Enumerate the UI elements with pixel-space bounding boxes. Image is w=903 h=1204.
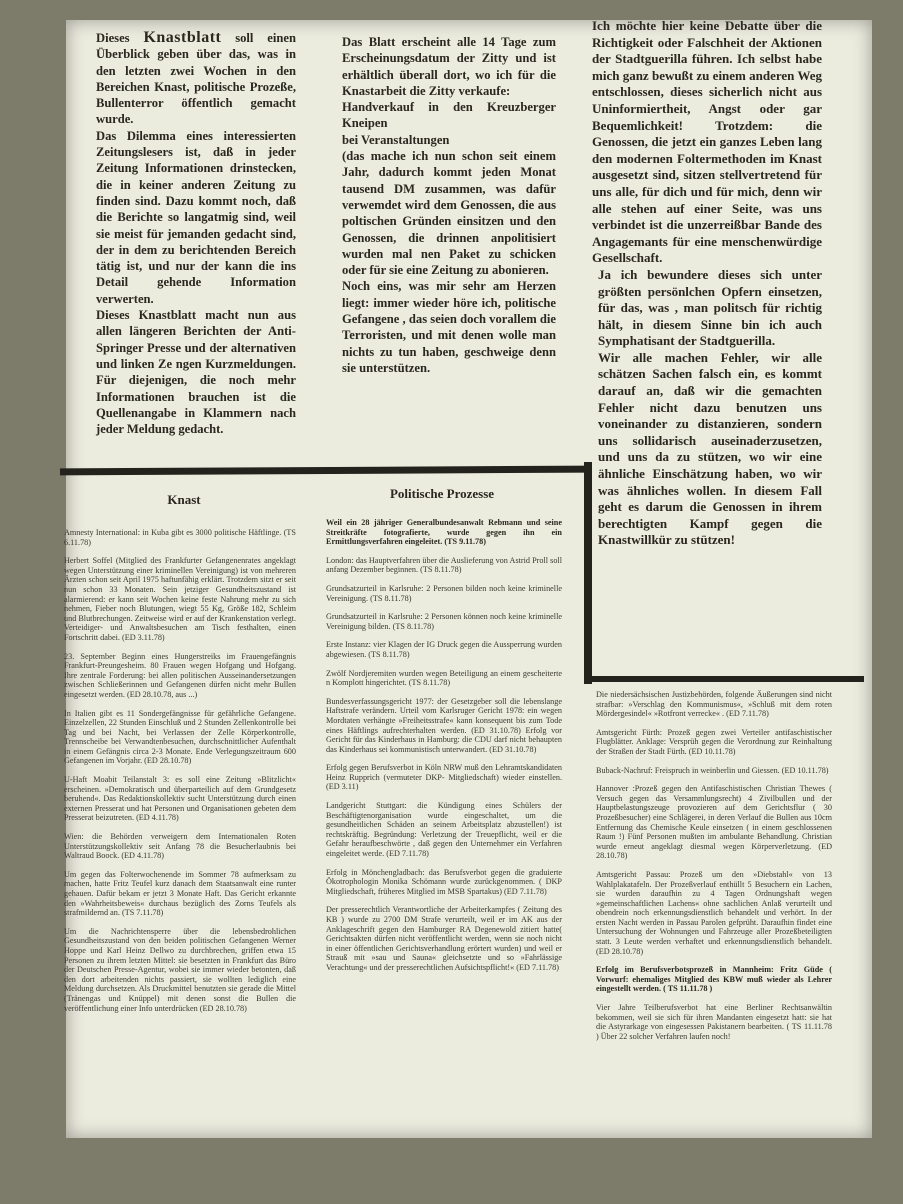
prozesse-item: London: das Hauptverfahren über die Auslieferung von Astrid Proll soll anfang Dezember beginnen. (TS 8.11.78) [326, 555, 562, 575]
intro-paragraph-3: Dieses Knastblatt macht nun aus allen längeren Berichten der Anti-Springer Presse und der alternativen und linken Ze ngen Kurzmeldungen. Für diejenigen, die noch mehr Informationen brauchen ist die Quellenangabe in Klammern nach jeder Meldung gedacht. [96, 308, 296, 437]
prozesse-item: Erfolg in Mönchengladbach: das Berufsverbot gegen die graduierte Ökotrophologin Monika Schömann wurde zurückgenommen. ( DKP Mitgliedschaft, früheres Mitglied im MSB Spartakus) (ED 7.11.78) [326, 867, 562, 896]
prozesse-item: Der presserechtlich Verantwortliche der Arbeiterkampfes ( Zeitung des KB ) wurde zu 2700 DM Strafe verurteilt, weil er im AK aus der Anklageschrift gegen den Hamburger RA Degenewold zitiert hatte( Gerichtsakten dürfen nicht veröffentlicht werden, wenn sie noch nicht in einer öffentlichen Gerichtsverhandlung erörtert wurden) und weil er Strauß mit »sau und Sauna« gleichsetzte und so »Fahrlässige Verachtung« und der presserechtlichen Aufsichtspflicht!« (ED 7.11.78) [326, 905, 562, 972]
intro-dieses: Dieses [96, 31, 130, 45]
intro-paragraph-2: Das Dilemma eines interessierten Zeitungslesers ist, daß in jeder Zeitung Informationen drinstecken, die in keiner anderen Zeitung zu finden sind. Dazu kommt noch, daß die Berichte so langatmig sind, weil sie meist für jemanden gedacht sind, der in dem zu berichtenden Bereich tätig ist, und nur der kann die ins Detail gehende Information verwerten. [96, 128, 296, 306]
right-news-item: Amtsgericht Fürth: Prozeß gegen zwei Verteiler antifaschistischer Flugblätter. Anklage: Versprüh gegen die Verordnung zur Reinhaltung der Straßen der Stadt Fürth. (ED 10.11.78) [596, 727, 832, 756]
right-paragraph-2: Ja ich bewundere dieses sich unter größten persönlchen Opfern einsetzen, für das, was , man politsch für richtig hält, in diesem Sinne bin ich auch Symphatisant der Stadtguerilla. [598, 266, 822, 349]
prozesse-item: Bundesverfassungsgericht 1977: der Gesetzgeber soll die lebenslange Haftstrafe verändern. Urteil vom Karlsruger Gericht 1978: ein wegen Mordtaten verhängte »Freiheitsstrafe« kann konsequent bis zum Tode eines Häftlings aufrechterhalten werden. (ED 31.10.78) Erfolg vor Gericht für das Kinderhaus in Hamburg: die CDU darf nicht behaupten das Kinderhaus sei kommunistisch unterwandert. (ED 31.10.78) [326, 696, 562, 754]
right-news-item: Hannover :Prozeß gegen den Antifaschistischen Christian Thewes ( Versuch gegen das Versammlungsrecht) 4 Zivilbullen und der Hauptbelastungszeuge provozieren auf dem Gerichtsflur ( 30 Prozeßbesucher) eine Schlägerei, in deren Verlauf die Bullen aus 10cm Entfernung das Chemische Keule einsetzen ( in einem geschlossenen Raum !) Fünf Personen mußten im ambulante Behandlung. Christian wurde erneut angeklagt diesmal wegen Körperverletzung. (ED 28.10.78) [596, 784, 832, 861]
knast-item: Um die Nachrichtensperre über die lebensbedrohlichen Gesundheitszustand von den beiden politischen Gefangenen Werner Hoppe und Karl Heinz Dellwo zu durchbrechen, griffen etwa 15 Personen zu ihrem letzten Mittel: sie besetzten in Frankfurt das Büro der Deutschen Presse-Agentur, wobei sie immer wieder betonten, daß den dort arbeitenden nichts passiert, sie wollten lediglich eine Meldung durchsetzen. Als Druckmittel benutzten sie gerade die Mittel (Tränengas und Knüppel) mit denen sonst die Bullen die veröffentlichung einer Info unterdrücken (ED 28.10.78) [64, 926, 296, 1013]
masthead-knastblatt: Knastblatt [143, 29, 222, 46]
prozesse-item: Grundsatzurteil in Karlsruhe: 2 Personen können noch keine kriminelle Vereinigung bilden. (TS 8.11.78) [326, 612, 562, 631]
intro-column [96, 30, 296, 437]
right-news-item: Erfolg im Berufsverbotsprozeß in Mannheim: Fritz Güde ( Vorwurf: ehemaliges Mitglied des KBW muß wieder als Lehrer eingestellt werden. ( TS 11.11.78 ) [596, 965, 832, 994]
intro-text: soll einen Überblick geben über das, was in den letzten zwei Wochen in den Bereichen Knast, politische Prozeße, Bullenterror öffentlich gemacht wurde. [96, 31, 296, 127]
middle-paragraph-3: bei Veranstaltungen [342, 132, 450, 147]
right-news-item: Buback-Nachruf: Freispruch in weinberlin und Giessen. (ED 10.11.78) [596, 765, 829, 775]
knast-item: In Italien gibt es 11 Sondergefängnisse für gefährliche Gefangene. Einzelzellen, 22 Stunden Einschluß und 2 Stunden Zellenkontrolle bei Tag und bei Nacht, bei Verlassen der Zelle Körperkontrolle, Trennscheibe bei Verwandtenbesuchen, durchschnittlicher Aufenthalt in einem Gefängnis circa 2-3 Monate. Ende Verlegungszeitraum 600 Gefangenen im Vorjahr. (ED 28.10.78) [64, 708, 296, 766]
right-paragraph-3: Wir alle machen Fehler, wir alle schätzen Sachen falsch ein, es kommt darauf an, daß wir die gemachten Fehler nicht dazu benutzen uns voneinander zu distanzieren, sondern uns sollidarisch auseinaderzusetzen, und uns da zu stützen, wo wir eine ähnliche Einschätzung haben, wo wir was ähnliches wollen. In diesem Fall geht es darum die Genossen in ihrem berechtigten Kampf gegen die Knastwillkür zu stützen! [598, 349, 822, 548]
knast-item: U-Haft Moabit Teilanstalt 3: es soll eine Zeitung »Blitzlicht« erscheinen. »Demokratisch und überparteilich auf dem Grundgesetz beruhend«. Das Redaktionskollektiv sucht Unterstützung durch einen externen Presserat und hat Personen und Organisationen gebeten dem Presserat beizutreten. (ED 4.11.78) [64, 775, 296, 823]
knast-item: Herbert Soffel (Mitglied des Frankfurter Gefangenenrates angeklagt wegen Unterstützung einer kriminellen Vereinigung) ist von mehreren Ärzten schon seit April 1975 haftunfähig erklärt. Trotzdem sitzt er seit nun schon 33 Monaten. Sein jetziger Gesundheitszustand ist alarmierend: er kann seit Wochen keine feste Nahrung mehr zu sich nehmen, Fieber noch Blutungen, wiegt 55 Kg, Größe 182, Schleim und Blutbrechungen. Zeitweise wird er auf der Krankenstation verlegt. Verteidiger- und Anwaltsbesuchen am Tisch festhalten, einen Fortschritt dabei. (ED 3.11.78) [64, 556, 296, 642]
prozesse-news-column [326, 518, 562, 1138]
right-column [592, 18, 822, 549]
right-news-item: Die niedersächsischen Justizbehörden, folgende Äußerungen sind nicht strafbar: »Verschlag den Kommunismus«, »Schluß mit dem roten Mördergesindel« »Rotfront verrecke« . (ED 7.11.78) [596, 690, 832, 719]
middle-paragraph-2: Handverkauf in den Kreuzberger Kneipen [342, 100, 556, 131]
bottom-right-divider [584, 676, 864, 682]
right-news-item: Amtsgericht Passau: Prozeß um den »Diebstahl« von 13 Wahlplakatafeln. Der Prozeßverlauf enthüllt 5 Besuchern ein Lachen, sie wurden daraufhin zu 4 Tagen Ordnungshaft wegen »gemeinschaftlichen Lachens« ohne sachlichen Anlaß verurteilt und obendrein noch erkennungsdienstlich behandelt und verhört. In der ersten Nacht werden in Passau Parolen gefprüht. Daraufhin findet eine Untersuchung der Wohnungen und Fahrzeuge aller Prozeßbeteiligten statt. 3 Leute werden verhaftet und erkennungsdienstlich behandelt. (ED 28.10.78) [596, 869, 832, 956]
vertical-divider [584, 462, 592, 684]
right-paragraph-1: Ich möchte hier keine Debatte über die Richtigkeit oder Falschheit der Aktionen der Stadtguerilla führen. Ich selbst habe mich ganz bewußt zu einem anderen Weg entschlossen, dieses sicherlich nicht aus Uninformiertheit, Angst oder gar Bequemlichkeit! Trotzdem: die Genossen, die jetzt ein ganzes Leben lang den modernen Foltermethoden im Knast ausgesetzt sind, sitzen stellvertretend für uns alle, für dich und für mich, denn wir alle stehen auf einer Seite, was uns verbindet ist die unzerreißbar Bande des Angagemants für eine menschenwürdige Gesellschaft. [592, 18, 822, 266]
knast-item: 23. September Beginn eines Hungerstreiks im Frauengefängnis Frankfurt-Preungesheim. 80 Frauen wegen Hofgang und Hofgang. Ihre zentrale Forderung: bei allen politischen Ausseinandersetzungen zwischen Schließerinnen und Gefangenen dürfen nicht mehr Bullen eingesetzt werden. (ED 28.10.78, aus ...) [64, 651, 296, 699]
middle-column [342, 34, 556, 376]
knast-item: Amnesty International: in Kuba gibt es 3000 politische Häftlinge. (TS 6.11.78) [64, 528, 296, 547]
knast-item: Um gegen das Folterwochenende im Sommer 78 aufmerksam zu machen, hatte Fritz Teufel kurz danach dem Staatsanwalt eine runter gehauen. Dafür bekam er jetzt 3 Monate Haft. Das Gericht erkannte den »Wahrheitsbeweis« durchaus bezüglich des Zorns Teufels als strafmildernd an. (TS 7.11.78) [64, 869, 296, 918]
prozesse-heading: Politische Prozesse [389, 486, 495, 501]
middle-paragraph-4: (das mache ich nun schon seit einem Jahr, dadurch kommt jeden Monat tausend DM zusammen, was dafür verwemdet wird dem Genossen, die aus poltischen Gründen einsitzen und den Genossen, die drinnen anpolitisiert wurden mal nen Paket zu schicken oder für sie eine Zeitung zu abonieren. [342, 149, 556, 278]
knast-heading: Knast [167, 492, 201, 507]
prozesse-item: Erfolg gegen Berufsverbot in Köln NRW muß den Lehramtskandidaten Heinz Rupprich (vermuteter DKP- Mitgliedschaft) wieder einstellen. (ED 3.11) [326, 763, 562, 792]
intro-paragraph-1 [96, 30, 296, 128]
right-news-item: Vier Jahre Teilberufsverbot hat eine Berliner Rechtsanwältin bekommen, weil sie sich für ihren Mandanten eingesetzt hatt: sie hat die Astyrarkage von eingesessen Pakistanern bearbeiten. ( TS 11.11.78 ) Über 22 solcher Verfahren laufen noch! [596, 1003, 832, 1041]
knast-item: Wien: die Behörden verweigern dem Internationalen Roten Unterstützungskollektiv seit Anfang 78 die Besucherlaubnis bei Waltraud Boock. (ED 4.11.78) [64, 832, 296, 861]
prozesse-item: Grundsatzurteil in Karlsruhe: 2 Personen bilden noch keine kriminelle Vereinigung. (TS 8.11.78) [326, 583, 562, 603]
right-news-column [596, 690, 832, 1138]
middle-paragraph-5: Noch eins, was mir sehr am Herzen liegt: immer wieder höre ich, politische Gefangene , das seien doch vorallem die Terroristen, und mit denen wolle man nichts zu tun haben, geschweige denn sie unterstützen. [342, 279, 556, 375]
middle-paragraph-1: Das Blatt erscheint alle 14 Tage zum Erscheinungsdatum der Zitty und ist erhältlich überall dort, wo ich für die Knastarbeit die Zitty verkaufe: [342, 35, 556, 98]
prozesse-item: Weil ein 28 jähriger Generalbundesanwalt Rebmann und seine Streitkräfte fotografierte, wurde gegen ihn ein Ermittlungsverfahren eingeleitet. (TS 9.11.78) [326, 518, 562, 547]
knast-news-column [64, 528, 296, 1136]
prozesse-item: Zwölf Nordjeremiten wurden wegen Beteiligung an einem gescheiterte n Komplott hingerichtet. (TS 8.11.78) [326, 668, 562, 688]
prozesse-item: Landgericht Stuttgart: die Kündigung eines Schülers der Beschäftigtenorganisation wurde eingeschaltet, um die gesundheitlichen Schäden an seinem Arbeitsplatz abzustellen!) ist rechtskräftig. Begründung: Verletzung der Treuepflicht, weil er die Gefahr heraufbeschwörte , daß gegen den Unternehmer ein Verfahren eingeleitet werde. (ED 7.11.78) [326, 801, 562, 859]
prozesse-item: Erste Instanz: vier Klagen der IG Druck gegen die Aussperrung wurden abgewiesen. (TS 8.11.78) [326, 640, 562, 659]
